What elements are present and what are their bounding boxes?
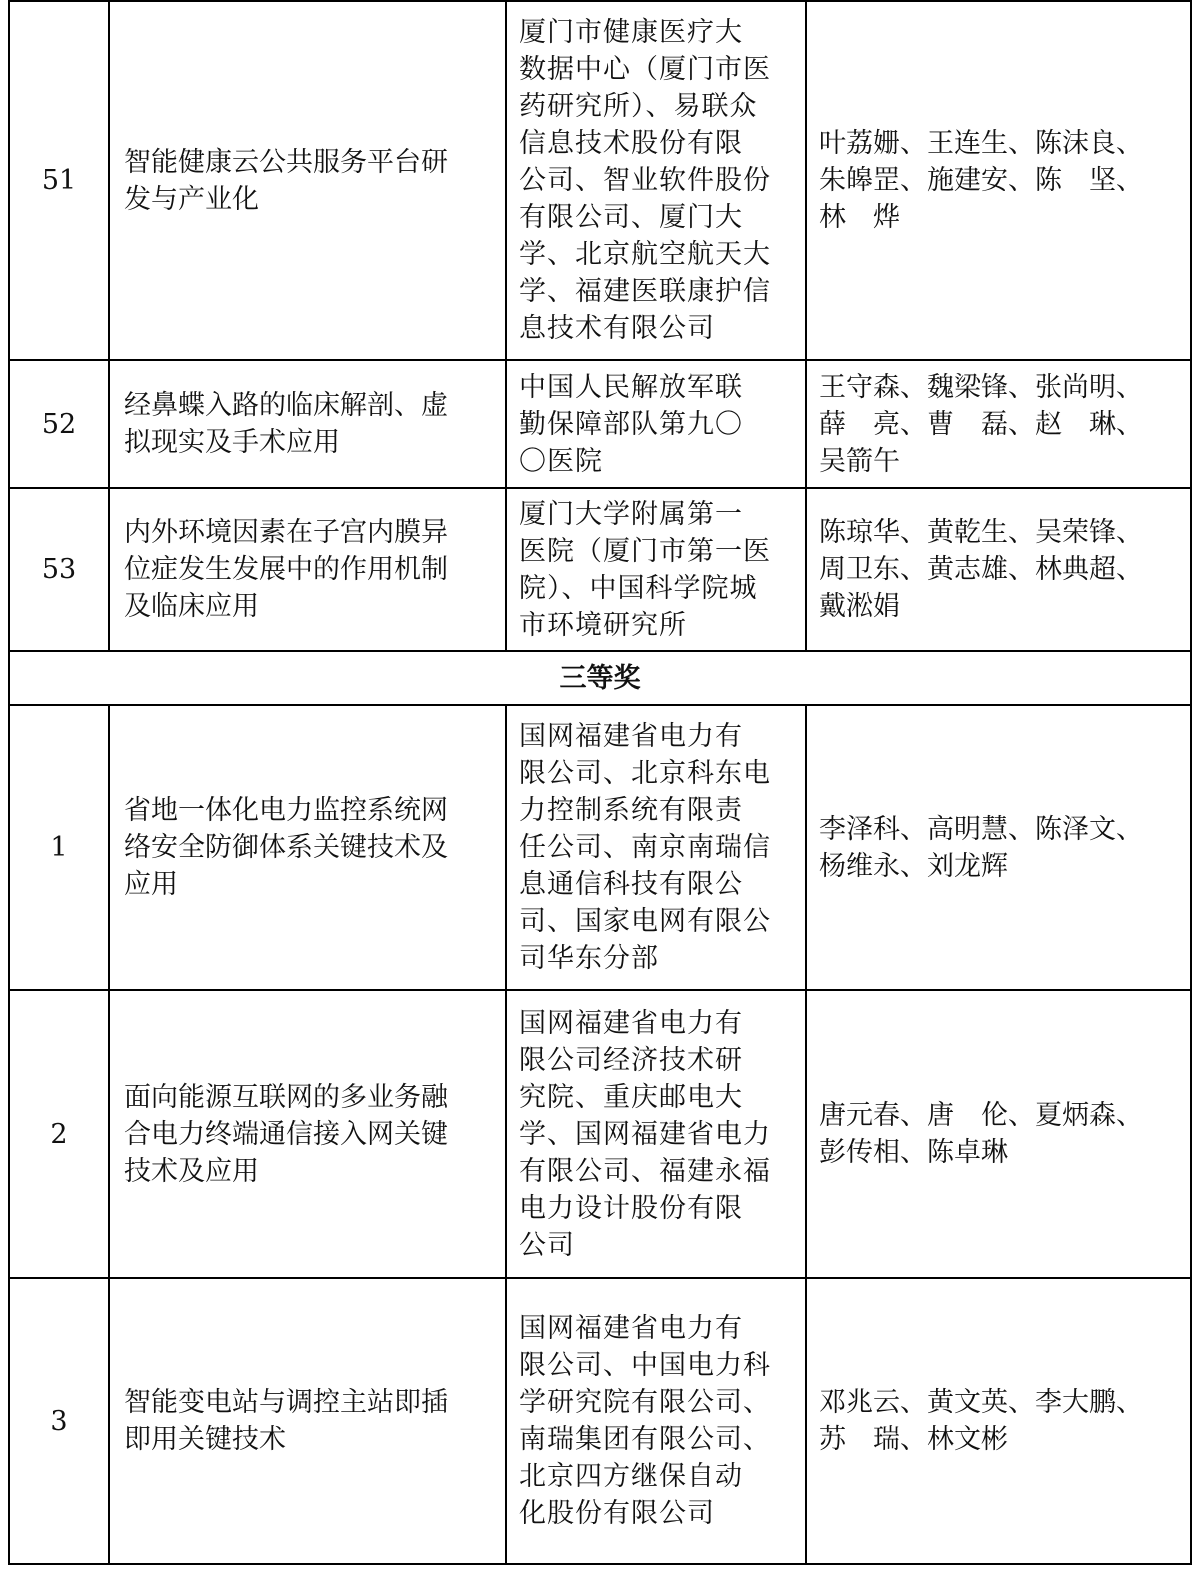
completing-units: 国网福建省电力有 限公司、中国电力科 学研究院有限公司、 南瑞集团有限公司、 北京四方继保自动 化股份有限公司	[506, 1278, 806, 1564]
section-row	[9, 651, 1191, 705]
table-row	[9, 360, 1191, 488]
project-name: 省地一体化电力监控系统网 络安全防御体系关键技术及 应用	[109, 705, 506, 990]
project-name: 智能变电站与调控主站即插 即用关键技术	[109, 1278, 506, 1564]
row-number: 52	[9, 360, 109, 488]
row-number: 3	[9, 1278, 109, 1564]
section-title: 三等奖	[9, 651, 1191, 705]
table-body	[9, 1, 1191, 1564]
completing-people: 李泽科、高明慧、陈泽文、 杨维永、刘龙辉	[806, 705, 1191, 990]
row-number: 51	[9, 1, 109, 360]
awards-table	[8, 0, 1192, 1565]
table-row	[9, 1278, 1191, 1564]
completing-units: 厦门大学附属第一 医院（厦门市第一医 院）、中国科学院城 市环境研究所	[506, 488, 806, 651]
table-row	[9, 488, 1191, 651]
completing-units: 国网福建省电力有 限公司经济技术研 究院、重庆邮电大 学、国网福建省电力 有限公司、福建永福 电力设计股份有限 公司	[506, 990, 806, 1278]
completing-people: 王守森、魏梁锋、张尚明、 薛 亮、曹 磊、赵 琳、 吴箭午	[806, 360, 1191, 488]
project-name: 智能健康云公共服务平台研 发与产业化	[109, 1, 506, 360]
completing-people: 陈琼华、黄乾生、吴荣锋、 周卫东、黄志雄、林典超、 戴淞娟	[806, 488, 1191, 651]
completing-units: 厦门市健康医疗大 数据中心（厦门市医 药研究所）、易联众 信息技术股份有限 公司、智业软件股份 有限公司、厦门大 学、北京航空航天大 学、福建医联康护信 息技术有限公司	[506, 1, 806, 360]
completing-people: 叶荔姗、王连生、陈沫良、 朱皞罡、施建安、陈 坚、 林 烨	[806, 1, 1191, 360]
project-name: 面向能源互联网的多业务融 合电力终端通信接入网关键 技术及应用	[109, 990, 506, 1278]
completing-people: 邓兆云、黄文英、李大鹏、 苏 瑞、林文彬	[806, 1278, 1191, 1564]
project-name: 经鼻蝶入路的临床解剖、虚 拟现实及手术应用	[109, 360, 506, 488]
row-number: 1	[9, 705, 109, 990]
completing-people: 唐元春、唐 伦、夏炳森、 彭传相、陈卓琳	[806, 990, 1191, 1278]
table-row	[9, 1, 1191, 360]
project-name: 内外环境因素在子宫内膜异 位症发生发展中的作用机制 及临床应用	[109, 488, 506, 651]
completing-units: 中国人民解放军联 勤保障部队第九〇 〇医院	[506, 360, 806, 488]
row-number: 2	[9, 990, 109, 1278]
completing-units: 国网福建省电力有 限公司、北京科东电 力控制系统有限责 任公司、南京南瑞信 息通信科技有限公 司、国家电网有限公 司华东分部	[506, 705, 806, 990]
table-row	[9, 705, 1191, 990]
table-row	[9, 990, 1191, 1278]
row-number: 53	[9, 488, 109, 651]
